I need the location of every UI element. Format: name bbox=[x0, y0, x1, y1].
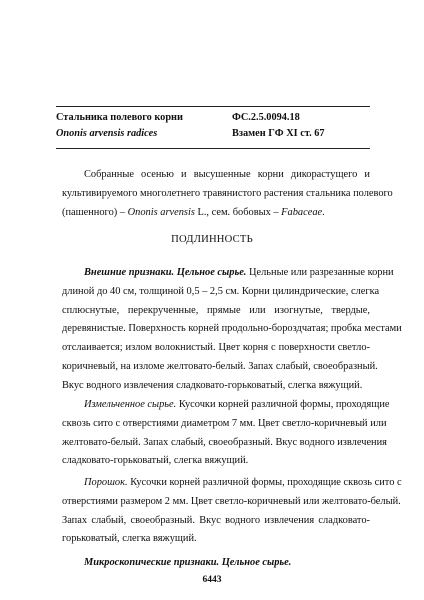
monograph-title-latin: Ononis arvensis radices bbox=[56, 128, 158, 139]
paragraph-line bbox=[62, 396, 390, 415]
monograph-title-ru: Стальника полевого корни bbox=[56, 112, 183, 123]
paragraph-line: отверстиями размером 2 мм. Цвет светло-коричневый или желтовато-белый. bbox=[62, 495, 401, 507]
paragraph-heading: Порошок. bbox=[84, 477, 128, 488]
header-row-2 bbox=[56, 128, 370, 144]
paragraph-line: Запах слабый, своеобразный. Вкус водного извлечения сладковато- bbox=[62, 514, 370, 526]
paragraph-text: Кусочки корней различной формы, проходящие сквозь сито с bbox=[127, 477, 402, 488]
intro-text: (пашенного) – bbox=[62, 206, 128, 218]
paragraph-microscopic bbox=[62, 554, 370, 573]
paragraph-line: сладковато-горьковатый, слегка вяжущий. bbox=[62, 455, 249, 467]
paragraph-text: Цельные или разрезанные корни bbox=[246, 267, 394, 278]
intro-line: культивируемого многолетнего травянистого растения стальника полевого bbox=[62, 187, 393, 199]
paragraph-line: Вкус водного извлечения сладковато-горьковатый, слегка вяжущий. bbox=[62, 379, 363, 391]
monograph-code: ФС.2.5.0094.18 bbox=[232, 112, 300, 123]
intro-line: Собранные осенью и высушенные корни дикорастущего и bbox=[84, 169, 370, 180]
header-bottom-rule bbox=[56, 148, 370, 149]
intro-line bbox=[62, 204, 370, 223]
intro-text: L., сем. бобовых – bbox=[194, 206, 282, 218]
paragraph-line bbox=[62, 554, 370, 573]
paragraph-powder bbox=[62, 474, 402, 549]
paragraph-line: коричневый, на изломе желтовато-белый. Запах слабый, своеобразный. bbox=[62, 360, 378, 372]
paragraph-external-whole bbox=[62, 264, 402, 396]
header-top-rule bbox=[56, 106, 370, 107]
paragraph-line: желтовато-белый. Запах слабый, своеобразный. Вкус водного извлечения bbox=[62, 436, 387, 448]
paragraph-crushed bbox=[62, 396, 390, 471]
paragraph-line: длиной до 40 см, толщиной 0,5 – 2,5 см. Корни цилиндрические, слегка bbox=[62, 285, 380, 297]
paragraph-line: сплюснутые, перекрученные, прямые или изогнутые, твердые, bbox=[62, 304, 370, 316]
header-row-1 bbox=[56, 112, 370, 128]
paragraph-heading: Микроскопические признаки. Цельное сырье. bbox=[84, 557, 292, 568]
paragraph-line bbox=[62, 264, 394, 283]
paragraph-text: Кусочки корней различной формы, проходящие bbox=[176, 399, 390, 410]
paragraph-heading: Внешние признаки. Цельное сырье. bbox=[84, 267, 247, 278]
page-number: 6443 bbox=[202, 575, 222, 585]
paragraph-line: сквозь сито с отверстиями диаметром 7 мм. Цвет светло-коричневый или bbox=[62, 417, 387, 429]
intro-paragraph bbox=[62, 166, 393, 222]
family-latin: Fabaceae bbox=[281, 206, 323, 218]
paragraph-line: деревянистые. Поверхность корней продольно-бороздчатая; пробка местами bbox=[62, 323, 402, 335]
paragraph-line: горьковатый, слегка вяжущий. bbox=[62, 533, 197, 545]
paragraph-line: отслаивается; излом волокнистый. Цвет корня с поверхности светло- bbox=[62, 342, 370, 354]
paragraph-heading: Измельченное сырье. bbox=[84, 399, 177, 410]
species-latin: Ononis arvensis bbox=[127, 206, 195, 218]
replaces-note: Взамен ГФ XI ст. 67 bbox=[232, 128, 325, 139]
intro-text: . bbox=[322, 206, 325, 218]
paragraph-line bbox=[62, 474, 402, 493]
section-title: ПОДЛИННОСТЬ bbox=[171, 234, 253, 245]
